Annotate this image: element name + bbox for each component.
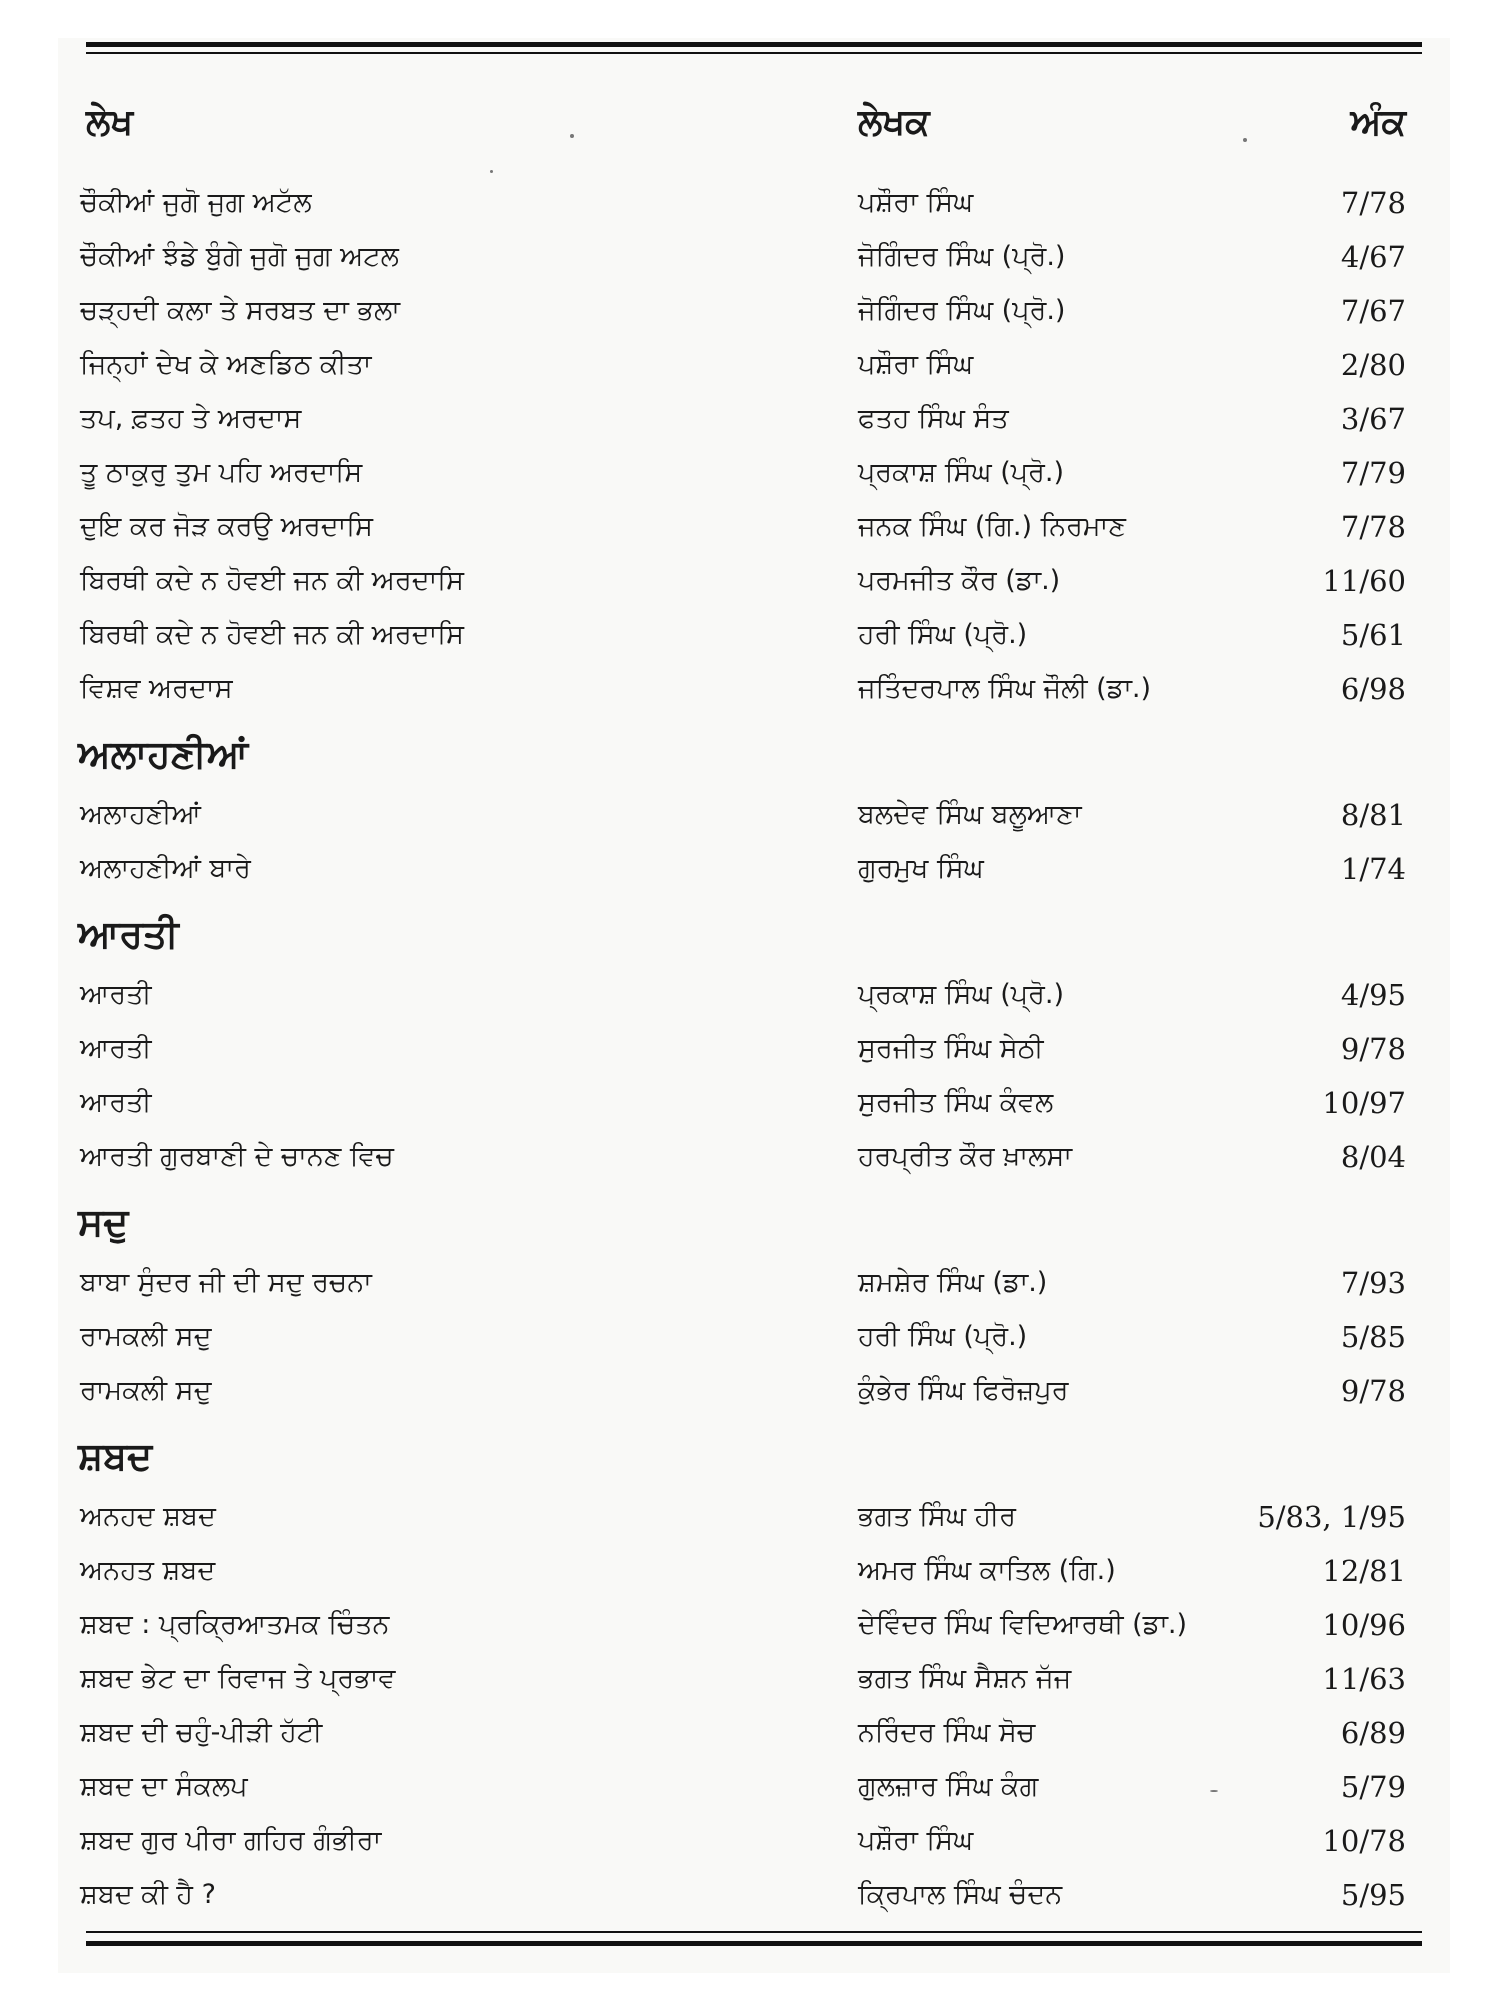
entry-issue: 5/83, 1/95 — [1257, 1500, 1406, 1534]
entry-author: ਪ੍ਰਕਾਸ਼ ਸਿੰਘ (ਪ੍ਰੋ.) — [858, 457, 1065, 488]
entry-title: ਅਲਾਹਣੀਆਂ ਬਾਰੇ — [80, 853, 251, 884]
entry-issue: 7/79 — [1340, 456, 1406, 490]
index-row — [58, 1652, 1450, 1706]
index-row — [58, 1544, 1450, 1598]
entry-author: ਜਨਕ ਸਿੰਘ (ਗਿ.) ਨਿਰਮਾਣ — [858, 511, 1126, 542]
index-row — [58, 662, 1450, 716]
entry-title: ਬਿਰਥੀ ਕਦੇ ਨ ਹੋਵਈ ਜਨ ਕੀ ਅਰਦਾਸਿ — [80, 565, 464, 596]
entry-title: ਤਪ, ਫ਼ਤਹ ਤੇ ਅਰਦਾਸ — [80, 403, 302, 434]
entry-issue: 10/78 — [1322, 1824, 1406, 1858]
entry-title: ਦੁਇ ਕਰ ਜੋੜ ਕਰਉ ਅਰਦਾਸਿ — [80, 511, 373, 542]
entry-issue: 11/60 — [1322, 564, 1406, 598]
entry-author: ਹਰੀ ਸਿੰਘ (ਪ੍ਰੋ.) — [858, 1321, 1028, 1352]
index-row — [58, 1706, 1450, 1760]
entry-title: ਬਿਰਥੀ ਕਦੇ ਨ ਹੋਵਈ ਜਨ ਕੀ ਅਰਦਾਸਿ — [80, 619, 464, 650]
entry-title: ਆਰਤੀ ਗੁਰਬਾਣੀ ਦੇ ਚਾਨਣ ਵਿਚ — [80, 1141, 394, 1172]
index-row — [58, 1364, 1450, 1418]
index-row — [58, 392, 1450, 446]
entry-title: ਅਲਾਹਣੀਆਂ — [80, 799, 201, 830]
entry-author: ਪਰਮਜੀਤ ਕੌਰ (ਡਾ.) — [858, 565, 1061, 596]
entry-issue: 10/97 — [1322, 1086, 1406, 1120]
scan-speck — [490, 170, 493, 173]
entry-title: ਜਿਨ੍ਹਾਂ ਦੇਖ ਕੇ ਅਣਡਿਠ ਕੀਤਾ — [80, 349, 372, 380]
column-header — [58, 102, 1450, 162]
entry-title: ਸ਼ਬਦ : ਪ੍ਰਕ੍ਰਿਆਤਮਕ ਚਿੰਤਨ — [80, 1609, 390, 1640]
section-heading: ਸ਼ਬਦ — [78, 1434, 153, 1478]
entry-title: ਆਰਤੀ — [80, 1087, 152, 1118]
entry-author: ਸ਼ਮਸ਼ੇਰ ਸਿੰਘ (ਡਾ.) — [858, 1267, 1048, 1298]
entry-title: ਬਾਬਾ ਸੁੰਦਰ ਜੀ ਦੀ ਸਦੁ ਰਚਨਾ — [80, 1267, 372, 1298]
entry-issue: 6/98 — [1340, 672, 1406, 706]
entry-title: ਰਾਮਕਲੀ ਸਦੁ — [80, 1321, 212, 1352]
entry-issue: 12/81 — [1322, 1554, 1406, 1588]
entry-issue: 5/79 — [1340, 1770, 1406, 1804]
entry-author: ਸੁਰਜੀਤ ਸਿੰਘ ਕੰਵਲ — [858, 1087, 1054, 1118]
index-row — [58, 608, 1450, 662]
entry-title: ਵਿਸ਼ਵ ਅਰਦਾਸ — [80, 673, 233, 704]
index-row — [58, 230, 1450, 284]
bottom-rule-thick — [86, 1941, 1422, 1946]
entry-title: ਸ਼ਬਦ ਦਾ ਸੰਕਲਪ — [80, 1771, 248, 1802]
index-row — [58, 1256, 1450, 1310]
entry-author: ਜਤਿੰਦਰਪਾਲ ਸਿੰਘ ਜੌਲੀ (ਡਾ.) — [858, 673, 1152, 704]
entry-issue: 8/81 — [1340, 798, 1406, 832]
entry-author: ਬਲਦੇਵ ਸਿੰਘ ਬਲੂਆਣਾ — [858, 799, 1082, 830]
entry-issue: 5/95 — [1340, 1878, 1406, 1912]
entry-title: ਰਾਮਕਲੀ ਸਦੁ — [80, 1375, 212, 1406]
top-rule-thin — [86, 52, 1422, 54]
entry-author: ਨਰਿੰਦਰ ਸਿੰਘ ਸੋਚ — [858, 1717, 1036, 1748]
scan-speck — [1243, 138, 1247, 142]
entry-issue: 7/78 — [1340, 186, 1406, 220]
author-column-header: ਲੇਖਕ — [858, 102, 930, 143]
entry-issue: 11/63 — [1322, 1662, 1406, 1696]
entry-author: ਅਮਰ ਸਿੰਘ ਕਾਤਿਲ (ਗਿ.) — [858, 1555, 1116, 1586]
entry-title: ਸ਼ਬਦ ਗੁਰ ਪੀਰਾ ਗਹਿਰ ਗੰਭੀਰਾ — [80, 1825, 382, 1856]
title-column-header: ਲੇਖ — [86, 102, 134, 143]
entry-author: ਪਸ਼ੌਰਾ ਸਿੰਘ — [858, 349, 974, 380]
index-row — [58, 176, 1450, 230]
entry-author: ਗੁਲਜ਼ਾਰ ਸਿੰਘ ਕੰਗ — [858, 1771, 1039, 1802]
index-row — [58, 1868, 1450, 1922]
index-row — [58, 1598, 1450, 1652]
entry-title: ਅਨਹਦ ਸ਼ਬਦ — [80, 1501, 216, 1532]
section-heading: ਸਦੁ — [78, 1200, 129, 1244]
entry-issue: 5/61 — [1340, 618, 1406, 652]
index-list — [58, 176, 1450, 1922]
entry-title: ਸ਼ਬਦ ਦੀ ਚਹੁੰ-ਪੀੜੀ ਹੱਟੀ — [80, 1717, 323, 1748]
entry-title: ਤੂ ਠਾਕੁਰੁ ਤੁਮ ਪਹਿ ਅਰਦਾਸਿ — [80, 457, 363, 488]
entry-author: ਭਗਤ ਸਿੰਘ ਹੀਰ — [858, 1501, 1016, 1532]
index-row — [58, 1814, 1450, 1868]
entry-title: ਸ਼ਬਦ ਕੀ ਹੈ ? — [80, 1879, 216, 1910]
entry-author: ਜੋਗਿੰਦਰ ਸਿੰਘ (ਪ੍ਰੋ.) — [858, 295, 1066, 326]
index-row — [58, 1076, 1450, 1130]
entry-title: ਚੌਕੀਆਂ ਜੁਗੋ ਜੁਗ ਅਟੱਲ — [80, 187, 312, 218]
entry-author: ਪਸ਼ੌਰਾ ਸਿੰਘ — [858, 1825, 974, 1856]
entry-author: ਪਸ਼ੌਰਾ ਸਿੰਘ — [858, 187, 974, 218]
entry-issue: 7/78 — [1340, 510, 1406, 544]
entry-author: ਭਗਤ ਸਿੰਘ ਸੈਸ਼ਨ ਜੱਜ — [858, 1663, 1072, 1694]
entry-issue: 5/85 — [1340, 1320, 1406, 1354]
entry-author: ਗੁਰਮੁਖ ਸਿੰਘ — [858, 853, 984, 884]
entry-title: ਸ਼ਬਦ ਭੇਟ ਦਾ ਰਿਵਾਜ ਤੇ ਪ੍ਰਭਾਵ — [80, 1663, 396, 1694]
bottom-rule-thin — [86, 1931, 1422, 1933]
entry-issue: 7/67 — [1340, 294, 1406, 328]
entry-title: ਆਰਤੀ — [80, 1033, 152, 1064]
entry-issue: 3/67 — [1340, 402, 1406, 436]
entry-title: ਆਰਤੀ — [80, 979, 152, 1010]
index-row — [58, 338, 1450, 392]
entry-author: ਦੇਵਿੰਦਰ ਸਿੰਘ ਵਿਦਿਆਰਥੀ (ਡਾ.) — [858, 1609, 1188, 1640]
entry-author: ਸੁਰਜੀਤ ਸਿੰਘ ਸੇਠੀ — [858, 1033, 1044, 1064]
index-row — [58, 446, 1450, 500]
index-page — [58, 38, 1450, 1973]
entry-title: ਚੌਕੀਆਂ ਝੰਡੇ ਬੁੰਗੇ ਜੁਗੋ ਜੁਗ ਅਟਲ — [80, 241, 399, 272]
index-row — [58, 1130, 1450, 1184]
entry-issue: 8/04 — [1340, 1140, 1406, 1174]
top-rule-thick — [86, 42, 1422, 47]
entry-issue: 4/67 — [1340, 240, 1406, 274]
entry-issue: 9/78 — [1340, 1032, 1406, 1066]
index-row — [58, 842, 1450, 896]
scan-speck — [1210, 1790, 1218, 1792]
index-row — [58, 554, 1450, 608]
entry-issue: 1/74 — [1340, 852, 1406, 886]
index-row — [58, 1490, 1450, 1544]
index-row — [58, 500, 1450, 554]
entry-author: ਫਤਹ ਸਿੰਘ ਸੰਤ — [858, 403, 1009, 434]
entry-title: ਅਨਹਤ ਸ਼ਬਦ — [80, 1555, 216, 1586]
entry-author: ਜੋਗਿੰਦਰ ਸਿੰਘ (ਪ੍ਰੋ.) — [858, 241, 1066, 272]
index-row — [58, 1022, 1450, 1076]
entry-author: ਕ੍ਰਿਪਾਲ ਸਿੰਘ ਚੰਦਨ — [858, 1879, 1063, 1910]
entry-author: ਹਰੀ ਸਿੰਘ (ਪ੍ਰੋ.) — [858, 619, 1028, 650]
index-row — [58, 1310, 1450, 1364]
issue-column-header: ਅੰਕ — [1350, 102, 1406, 143]
entry-issue: 10/96 — [1322, 1608, 1406, 1642]
section-heading: ਆਰਤੀ — [78, 912, 179, 956]
entry-issue: 4/95 — [1340, 978, 1406, 1012]
entry-author: ਹਰਪ੍ਰੀਤ ਕੌਰ ਖ਼ਾਲਸਾ — [858, 1141, 1073, 1172]
index-row — [58, 284, 1450, 338]
entry-issue: 6/89 — [1340, 1716, 1406, 1750]
entry-title: ਚੜ੍ਹਦੀ ਕਲਾ ਤੇ ਸਰਬਤ ਦਾ ਭਲਾ — [80, 295, 400, 326]
entry-author: ਪ੍ਰਕਾਸ਼ ਸਿੰਘ (ਪ੍ਰੋ.) — [858, 979, 1065, 1010]
section-heading: ਅਲਾਹਣੀਆਂ — [78, 732, 249, 776]
entry-author: ਕੁੰਭੇਰ ਸਿੰਘ ਫਿਰੋਜ਼ਪੁਰ — [858, 1375, 1069, 1406]
entry-issue: 2/80 — [1340, 348, 1406, 382]
index-row — [58, 968, 1450, 1022]
scan-speck — [570, 134, 574, 138]
index-row — [58, 1760, 1450, 1814]
index-row — [58, 788, 1450, 842]
entry-issue: 9/78 — [1340, 1374, 1406, 1408]
entry-issue: 7/93 — [1340, 1266, 1406, 1300]
